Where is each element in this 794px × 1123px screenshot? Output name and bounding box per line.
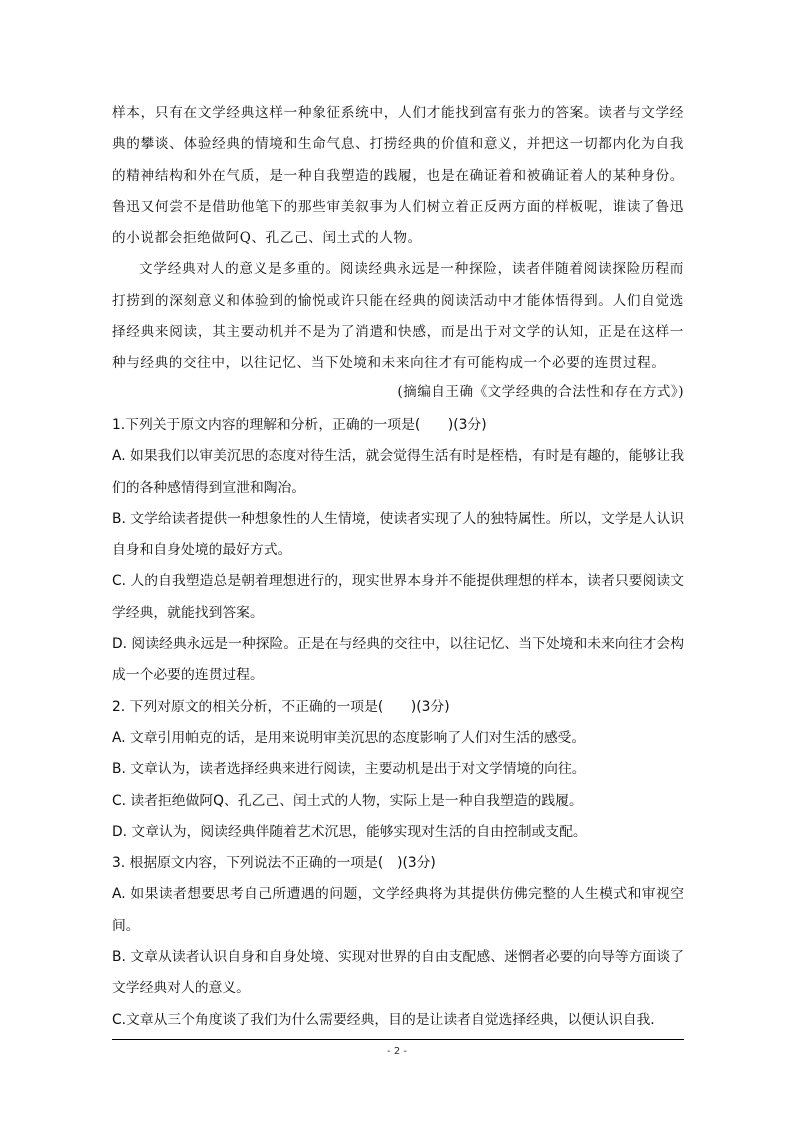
question-2-option-d: D. 文章认为，阅读经典伴随着艺术沉思，能够实现对生活的自由控制或支配。 xyxy=(112,823,587,840)
question-1-option-a: A. 如果我们以审美沉思的态度对待生活，就会觉得生活有时是桎梏，有时是有趣的，能够让我们的各种感情得到宣泄和陶冶。 xyxy=(112,448,684,496)
passage-text xyxy=(112,98,684,380)
question-1-option-c: C. 人的自我塑造总是朝着理想进行的，现实世界本身并不能提供理想的样本，读者只要阅读文学经典，就能找到答案。 xyxy=(112,573,684,621)
question-2-option-a: A. 文章引用帕克的话，是用来说明审美沉思的态度影响了人们对生活的感受。 xyxy=(112,729,586,746)
question-2-option-b: B. 文章认为，读者选择经典来进行阅读，主要动机是出于对文学情境的向往。 xyxy=(112,761,586,778)
question-3-option-a: A. 如果读者想要思考自己所遭遇的问题，文学经典将为其提供仿佛完整的人生模式和审视空间。 xyxy=(112,886,684,934)
questions-section xyxy=(112,410,684,1036)
passage-paragraph-2: 文学经典对人的意义是多重的。阅读经典永远是一种探险，读者伴随着阅读探险历程而打捞到的深刻意义和体验到的愉悦或许只能在经典的阅读活动中才能体悟得到。人们自觉选择经典来阅读，其主要动机并不是为了消遣和快感，而是出于对文学的认知，正是在这样一种与经典的交往中，以往记忆、当下处境和未来向往才有可能构成一个必要的连贯过程。 xyxy=(112,261,684,372)
question-3-option-c: C.文章从三个角度谈了我们为什么需要经典，目的是让读者自觉选择经典，以便认识自我. xyxy=(112,1011,655,1028)
page-number: - 2 - xyxy=(387,1046,407,1057)
question-1-stem: 1.下列关于原文内容的理解和分析，正确的一项是( )(3分) xyxy=(112,417,487,433)
passage-source-citation: (摘编自王确《文学经典的合法性和存在方式》) xyxy=(397,384,684,400)
question-2-stem: 2. 下列对原文的相关分析，不正确的一项是( )(3分) xyxy=(112,698,450,715)
question-3-option-b: B. 文章从读者认识自身和自身处境、实现对世界的自由支配感、迷惘者必要的向导等方面谈了文学经典对人的意义。 xyxy=(112,949,684,997)
question-1-option-b: B. 文学给读者提供一种想象性的人生情境，使读者实现了人的独特属性。所以，文学是人认识自身和自身处境的最好方式。 xyxy=(112,510,684,559)
question-3-stem: 3. 根据原文内容，下列说法不正确的一项是( )(3分) xyxy=(112,855,436,872)
passage-paragraph-1: 样本，只有在文学经典这样一种象征系统中，人们才能找到富有张力的答案。读者与文学经典的攀谈、体验经典的情境和生命气息、打捞经典的价值和意义，并把这一切都内化为自我的精神结构和外在气质，是一种自我塑造的践履，也是在确证着和被确证着人的某种身份。鲁迅又何尝不是借助他笔下的那些审美叙事为人们树立着正反两方面的样板呢，谁读了鲁迅的小说都会拒绝做阿Q、孔乙己、闰土式的人物。 xyxy=(112,105,684,247)
question-2-option-c: C. 读者拒绝做阿Q、孔乙己、闰土式的人物，实际上是一种自我塑造的践履。 xyxy=(112,792,583,809)
footer-divider xyxy=(112,1039,684,1040)
question-1-option-d: D. 阅读经典永远是一种探险。正是在与经典的交往中，以往记忆、当下处境和未来向往才会构成一个必要的连贯过程。 xyxy=(112,636,684,684)
